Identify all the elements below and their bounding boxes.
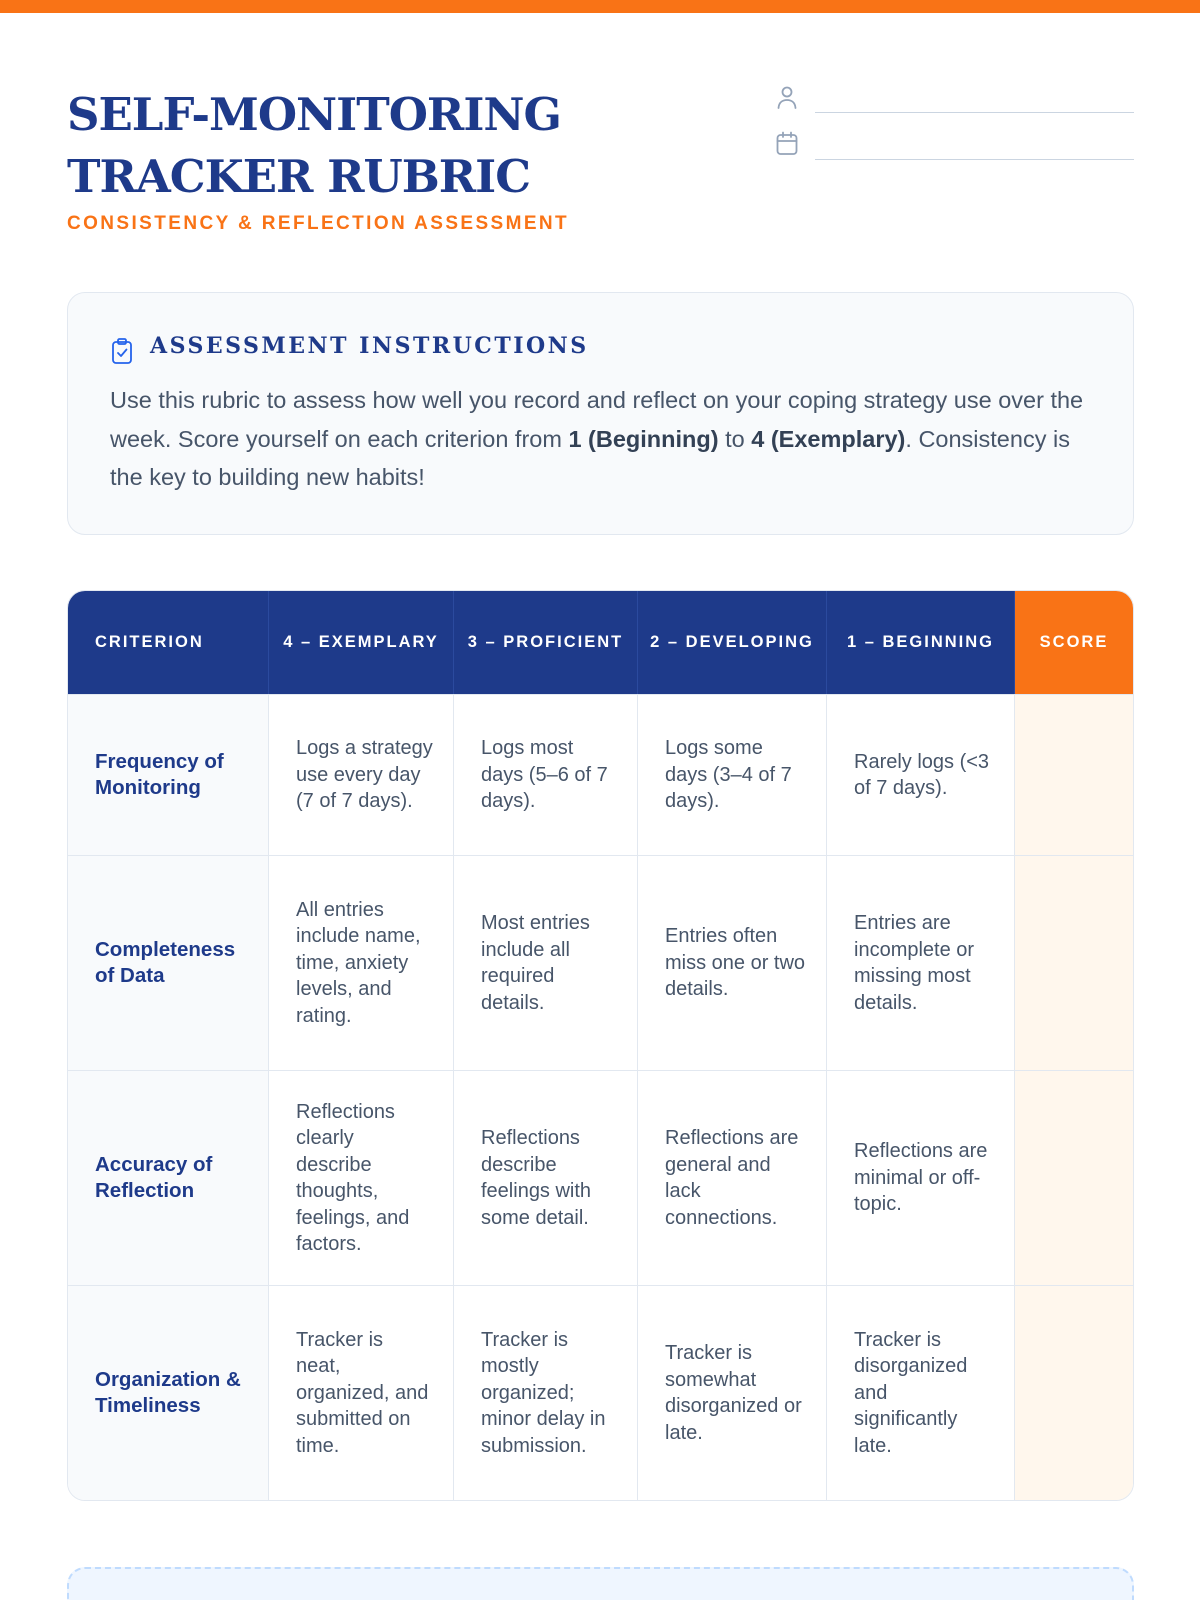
level-1-cell: Reflections are minimal or off-topic. (827, 1070, 1015, 1285)
instructions-card (67, 292, 1134, 535)
level-4-cell: All entries include name, time, anxiety levels, and rating. (269, 855, 454, 1070)
header-level-4: 4 – EXEMPLARY (269, 591, 454, 694)
level-4-cell: Tracker is neat, organized, and submitted on time. (269, 1285, 454, 1500)
score-cell[interactable] (1015, 694, 1133, 855)
level-1-cell: Entries are incomplete or missing most details. (827, 855, 1015, 1070)
criterion-cell: Frequency of Monitoring (68, 694, 269, 855)
level-3-cell: Tracker is mostly organized; minor delay in submission. (454, 1285, 638, 1500)
criterion-cell: Organization & Timeliness (68, 1285, 269, 1500)
level-1-cell: Rarely logs (<3 of 7 days). (827, 694, 1015, 855)
rubric-table (67, 590, 1134, 1501)
scale-max-label: 4 (Exemplary) (751, 425, 906, 452)
criterion-cell: Completeness of Data (68, 855, 269, 1070)
scale-min-label: 1 (Beginning) (568, 425, 719, 452)
date-input-line[interactable] (815, 159, 1134, 160)
level-3-cell: Logs most days (5–6 of 7 days). (454, 694, 638, 855)
level-4-cell: Logs a strategy use every day (7 of 7 days). (269, 694, 454, 855)
table-row (68, 694, 1133, 855)
table-row (68, 1285, 1133, 1500)
level-3-cell: Most entries include all required details. (454, 855, 638, 1070)
criterion-cell: Accuracy of Reflection (68, 1070, 269, 1285)
score-cell[interactable] (1015, 855, 1133, 1070)
top-accent-bar (0, 0, 1200, 13)
instructions-heading: ASSESSMENT INSTRUCTIONS (150, 333, 589, 359)
header-score: SCORE (1015, 591, 1133, 694)
level-2-cell: Entries often miss one or two details. (638, 855, 827, 1070)
score-cell[interactable] (1015, 1070, 1133, 1285)
table-row (68, 1070, 1133, 1285)
level-3-cell: Reflections describe feelings with some detail. (454, 1070, 638, 1285)
page-title: SELF-MONITORING TRACKER RUBRIC (67, 88, 561, 203)
calendar-icon (775, 130, 799, 158)
level-2-cell: Reflections are general and lack connections. (638, 1070, 827, 1285)
level-2-cell: Tracker is somewhat disorganized or late. (638, 1285, 827, 1500)
score-cell[interactable] (1015, 1285, 1133, 1500)
header-level-2: 2 – DEVELOPING (638, 591, 827, 694)
header-criterion: CRITERION (68, 591, 269, 694)
instructions-text: Use this rubric to assess how well you record and reflect on your coping strategy use over the week. Score yourself on each criterion from 1 (Beginning) to 4 (Exemplary). Consistency is the key to building new habits! (110, 387, 1084, 490)
name-input-line[interactable] (815, 112, 1134, 113)
level-4-cell: Reflections clearly describe thoughts, feelings, and factors. (269, 1070, 454, 1285)
clipboard-check-icon (110, 337, 134, 365)
user-icon (775, 83, 799, 111)
level-2-cell: Logs some days (3–4 of 7 days). (638, 694, 827, 855)
table-row (68, 855, 1133, 1070)
name-field-row (775, 83, 1134, 113)
date-field-row (775, 130, 1134, 160)
header-level-3: 3 – PROFICIENT (454, 591, 638, 694)
notes-box[interactable] (67, 1567, 1134, 1600)
level-1-cell: Tracker is disorganized and significantly late. (827, 1285, 1015, 1500)
header-level-1: 1 – BEGINNING (827, 591, 1015, 694)
rubric-header-row (68, 591, 1133, 694)
page-subtitle: CONSISTENCY & REFLECTION ASSESSMENT (67, 213, 570, 234)
